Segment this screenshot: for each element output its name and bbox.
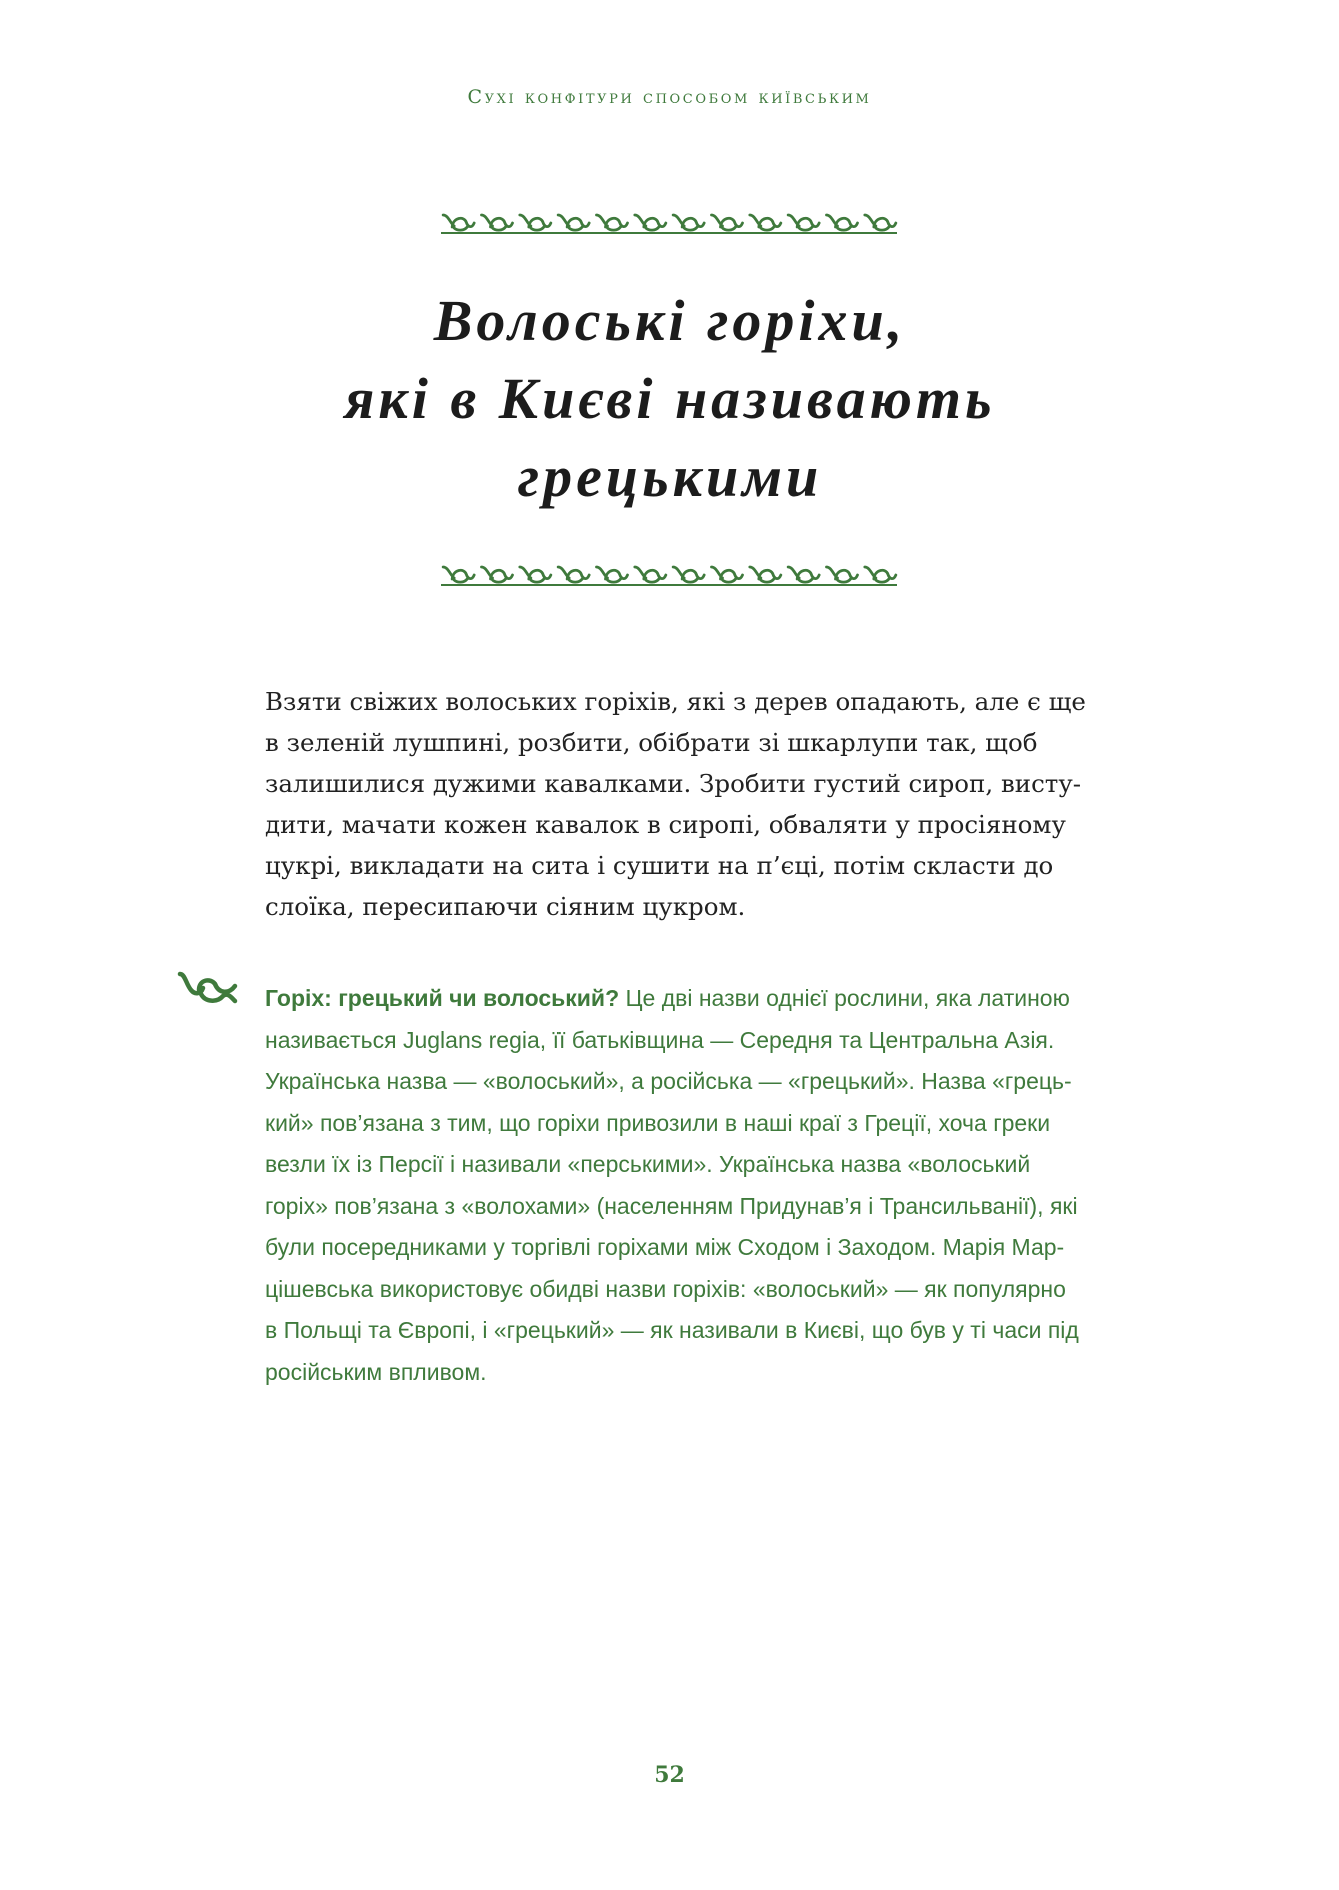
ornament-motif	[788, 215, 819, 230]
note-line-rest: Це дві назви однієї рослини, яка латиною	[619, 985, 1070, 1011]
ornament-motif	[712, 567, 743, 582]
note-line: горіх» пов’язана з «волохами» (населенням Придунав’я і Трансильванії), які	[265, 1192, 1078, 1219]
title-line: які в Києві називають	[344, 366, 996, 431]
ornament-motif	[597, 215, 628, 230]
ornament-motif	[443, 215, 474, 230]
ornament-motif	[712, 215, 743, 230]
title-line: Волоські горіхи,	[433, 288, 907, 353]
ornament-motif	[443, 567, 474, 582]
ornament-motif	[558, 567, 589, 582]
recipe-line: дити, мачати кожен кавалок в сиропі, обваляти у просіяному	[265, 810, 1066, 839]
ornament-motif	[597, 567, 628, 582]
note-line: в Польщі та Європі, і «грецький» — як називали в Києві, що був у ті часи під	[265, 1317, 1079, 1343]
note-line: цішевська використовує обидві назви горіхів: «волоський» — як популярно	[265, 1275, 1066, 1302]
ornament-motif	[827, 567, 858, 582]
ornament-motif	[635, 567, 666, 582]
ornament-motif	[482, 215, 513, 230]
note-line: називається Juglans regia, її батьківщина — Середня та Центральна Азія.	[265, 1026, 1055, 1053]
folk-ornament-icon	[439, 207, 899, 237]
ornament-motif	[558, 215, 589, 230]
folk-ornament-icon	[439, 559, 899, 589]
note-line: кий» пов’язана з тим, що горіхи привозили в наші краї з Греції, хоча греки	[265, 1109, 1051, 1136]
ornament-motif	[482, 567, 513, 582]
recipe-line: слоїка, пересипаючи сіяним цукром.	[265, 892, 746, 921]
note-line: російським впливом.	[265, 1358, 487, 1385]
page-number: 52	[654, 1762, 685, 1788]
recipe-text	[265, 681, 1140, 927]
chapter-title	[150, 282, 1190, 516]
ornament-motif	[673, 215, 704, 230]
recipe-line: в зеленій лушпині, розбити, обібрати зі шкарлупи так, щоб	[265, 728, 1038, 757]
note-first-line	[265, 978, 1205, 1020]
note-line: були посередниками у торгівлі горіхами між Сходом і Заходом. Марія Мар-	[265, 1234, 1065, 1260]
title-line: грецькими	[517, 444, 823, 509]
ornament-motif	[673, 567, 704, 582]
walnut-ornament-icon	[177, 970, 239, 1006]
ornament-motif	[750, 567, 781, 582]
ornament-motif	[865, 215, 896, 230]
recipe-line: Взяти свіжих волоських горіхів, які з дерев опадають, але є ще	[265, 687, 1086, 716]
ornament-motif	[520, 567, 551, 582]
recipe-line: залишилися дужими кавалками. Зробити густий сироп, висту-	[265, 769, 1082, 798]
note-text	[265, 978, 1205, 1393]
ornament-motif	[788, 567, 819, 582]
note-line: везли їх із Персії і називали «перськими». Українська назва «волоський	[265, 1151, 1031, 1177]
recipe-line: цукрі, викладати на сита і сушити на п’єці, потім скласти до	[265, 851, 1054, 880]
ornament-motif	[865, 567, 896, 582]
running-head: Сухі конфітури способом київським	[467, 86, 872, 108]
ornament-motif	[750, 215, 781, 230]
ornament-motif	[635, 215, 666, 230]
note-heading: Горіх: грецький чи волоський?	[265, 985, 620, 1011]
note-line: Українська назва — «волоський», а російська — «грецький». Назва «грець-	[265, 1068, 1072, 1094]
ornament-motif	[520, 215, 551, 230]
ornament-motif	[827, 215, 858, 230]
